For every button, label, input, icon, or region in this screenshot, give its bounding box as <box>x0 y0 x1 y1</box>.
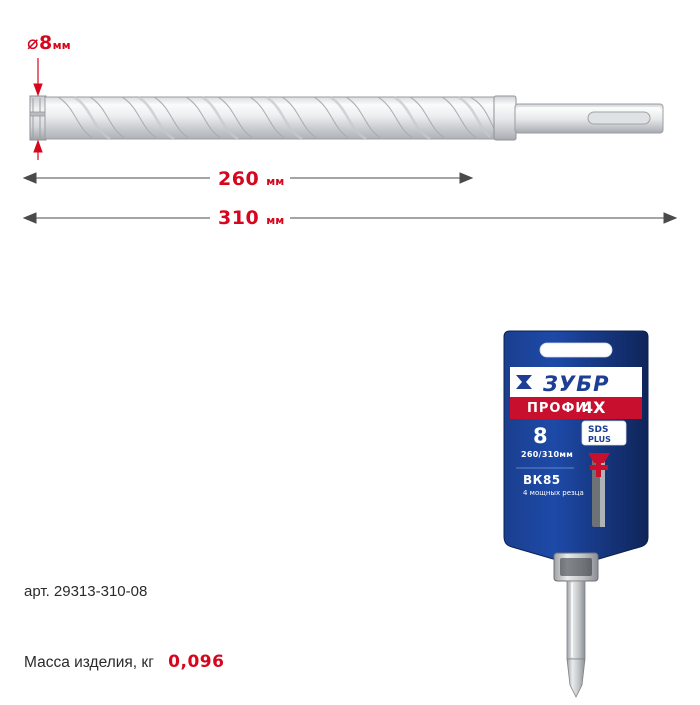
carbide-tip <box>30 96 46 140</box>
package-dimensions: 260/310мм <box>521 450 574 459</box>
drill-body <box>30 96 663 140</box>
total-length-label: 310 мм <box>218 207 285 229</box>
tip-cross-edge <box>30 112 46 116</box>
shank-groove <box>588 112 650 124</box>
hang-hole <box>540 343 612 357</box>
package-edges-note: 4 мощных резца <box>523 489 584 497</box>
package-photo <box>496 325 656 700</box>
package-series: ПРОФИ <box>527 401 588 416</box>
weight-value: 0,096 <box>168 652 225 672</box>
article-row <box>24 583 147 600</box>
diameter-label: ⌀8мм <box>27 32 71 54</box>
shaft-collar <box>494 96 516 140</box>
protruding-tip <box>567 659 585 697</box>
total-length-dimension <box>24 213 676 223</box>
package-clamp-inner <box>560 558 592 576</box>
article-value: 29313-310-08 <box>53 583 148 600</box>
article-label: арт. <box>24 583 50 600</box>
weight-row <box>24 652 224 672</box>
package-sds-line1: SDS <box>588 425 609 435</box>
drill-bit-technical-drawing <box>0 0 700 330</box>
package-size: 8 <box>533 424 548 448</box>
package-grade: ВК85 <box>523 473 561 487</box>
package-sds-line2: PLUS <box>588 435 611 444</box>
working-length-label: 260 мм <box>218 168 285 190</box>
protruding-shank <box>567 581 585 659</box>
package-series-mark: 4X <box>582 398 606 417</box>
weight-label: Масса изделия, кг <box>24 654 154 671</box>
package-brand: ЗУБР <box>543 372 610 396</box>
package-card <box>504 331 648 561</box>
